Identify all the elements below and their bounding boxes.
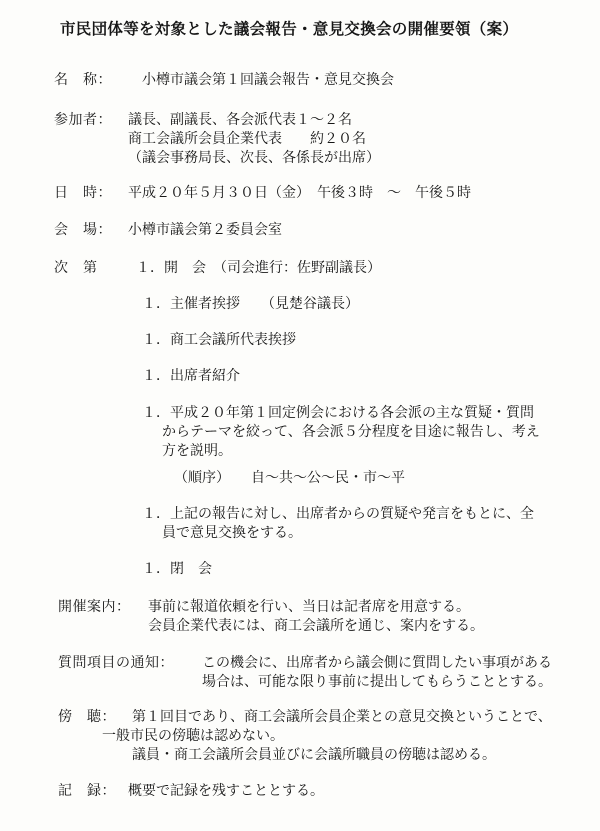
agenda-item-opening: １．開 会 （司会進行：佐野副議長） [136, 260, 381, 276]
agenda-item-introductions: １．出席者紹介 [142, 368, 240, 384]
audience-line-3: 議員・商工会議所会員並びに会議所職員の傍聴は認める。 [132, 747, 496, 763]
agenda-order: （順序） 自～共～公～民・市～平 [174, 470, 405, 486]
participants-line-1: 議長、副議長、各会派代表１～２名 [128, 112, 352, 128]
venue-value: 小樽市議会第２委員会室 [128, 222, 282, 238]
name-label: 名 称： [54, 72, 112, 88]
agenda-item-report-line-2: からテーマを絞って、各会派５分程度を目途に報告し、考え [162, 424, 540, 440]
audience-line-1: 第１回目であり、商工会議所会員企業との意見交換ということで、 [132, 709, 552, 725]
datetime-label: 日 時： [54, 185, 112, 201]
agenda-item-host-greeting: １．主催者挨拶 （見楚谷議長） [142, 296, 359, 312]
guide-label: 開催案内： [58, 599, 131, 615]
record-value: 概要で記録を残すこととする。 [128, 783, 324, 799]
participants-line-3: （議会事務局長、次長、各係長が出席） [128, 150, 380, 166]
agenda-item-chamber-greeting: １．商工会議所代表挨拶 [142, 332, 296, 348]
participants-label: 参加者： [54, 112, 112, 128]
guide-line-2: 会員企業代表には、商工会議所を通じ、案内をする。 [148, 618, 484, 634]
agenda-item-exchange-line-1: １．上記の報告に対し、出席者からの質疑や発言をもとに、全 [142, 506, 534, 522]
name-value: 小樽市議会第１回議会報告・意見交換会 [142, 72, 394, 88]
document-title: 市民団体等を対象とした議会報告・意見交換会の開催要領（案） [60, 20, 519, 38]
questions-line-2: 場合は、可能な限り事前に提出してもらうこととする。 [202, 674, 552, 690]
audience-label: 傍 聴： [58, 709, 116, 725]
agenda-item-report-line-3: 方を説明。 [162, 443, 232, 459]
questions-label: 質問項目の通知： [58, 655, 174, 671]
agenda-item-exchange-line-2: 員で意見交換をする。 [162, 525, 302, 541]
agenda-item-closing: １．閉 会 [142, 561, 212, 577]
datetime-value: 平成２０年５月３０日（金） 午後３時 ～ 午後５時 [128, 185, 471, 201]
questions-line-1: この機会に、出席者から議会側に質問したい事項がある [202, 655, 552, 671]
participants-line-2: 商工会議所会員企業代表 約２０名 [128, 131, 366, 147]
agenda-label: 次 第 [54, 260, 98, 276]
record-label: 記 録： [58, 783, 116, 799]
venue-label: 会 場： [54, 222, 112, 238]
agenda-item-report-line-1: １．平成２０年第１回定例会における各会派の主な質疑・質問 [142, 405, 534, 421]
audience-line-2: 一般市民の傍聴は認めない。 [102, 728, 284, 744]
guide-line-1: 事前に報道依頼を行い、当日は記者席を用意する。 [148, 599, 470, 615]
